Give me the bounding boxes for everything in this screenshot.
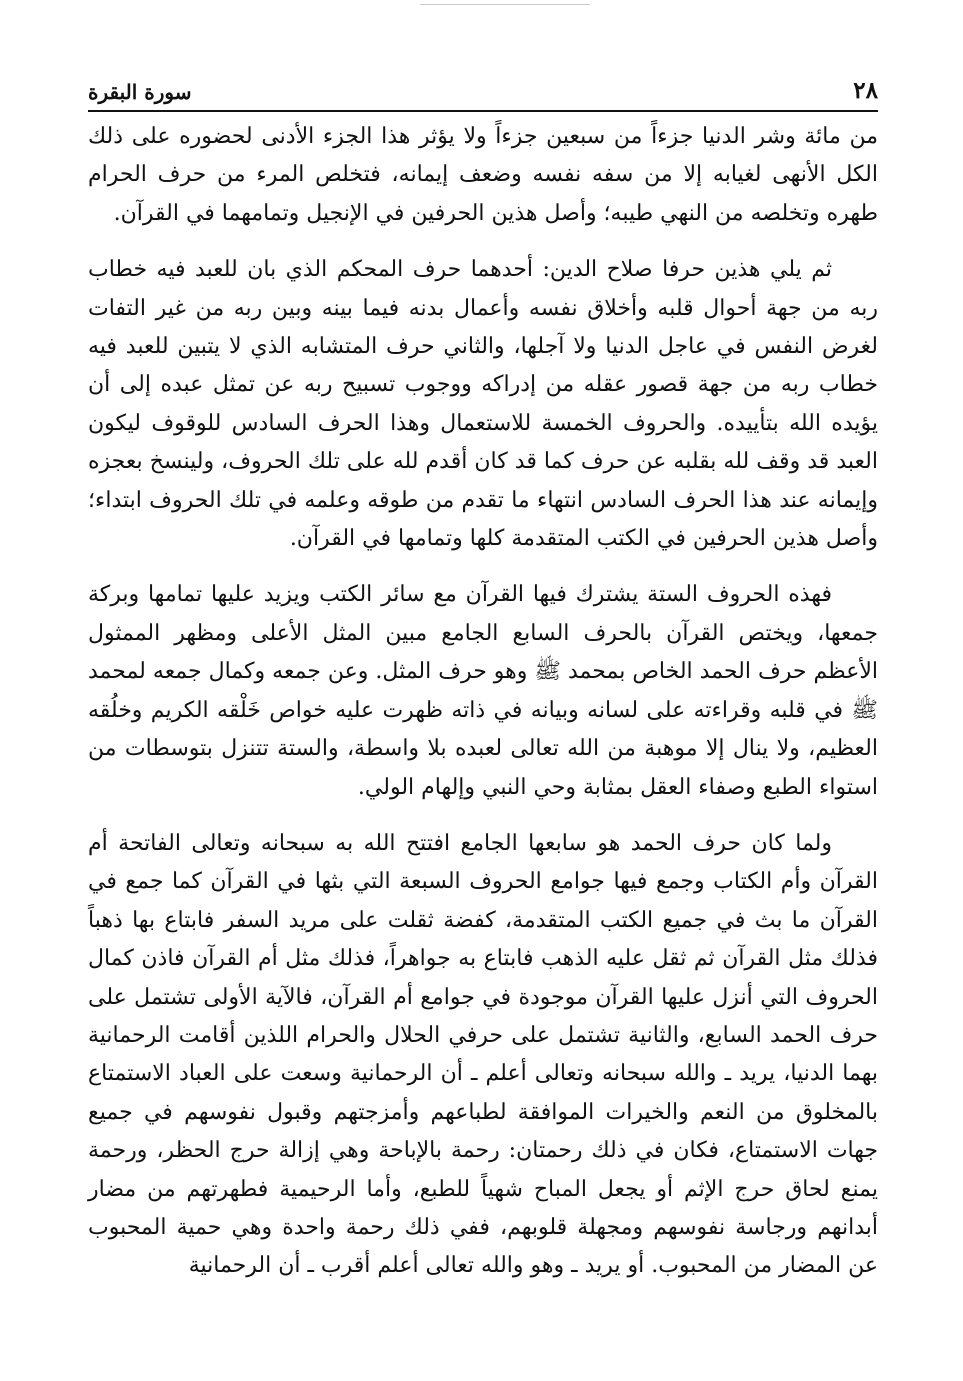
page-number: ٢٨ xyxy=(853,77,878,104)
running-title: سورة البقرة xyxy=(88,80,192,104)
paragraph-1: من مائة وشر الدنيا جزءاً من سبعين جزءاً ولا يؤثر هذا الجزء الأدنى لحضوره على ذلك الكل الأنهى لغيابه إلا من سفه نفسه وضعف إيمانه، فتخلص المرء من حرف الحرام طهره وتخلصه من النهي طيبه؛ وأصل هذين الحرفين في الإنجيل وتمامهما في القرآن. xyxy=(88,124,878,226)
page-body xyxy=(88,118,878,1304)
paragraph-2: ثم يلي هذين حرفا صلاح الدين: أحدهما حرف المحكم الذي بان للعبد فيه خطاب ربه من جهة أحوال قلبه وأخلاق نفسه وأعمال بدنه فيما بينه وبين ربه من غير التفات لغرض النفس في عاجل الدنيا ولا آجلها، والثاني حرف المتشابه الذي لا يتبين للعبد فيه خطاب ربه من جهة قصور عقله من إدراكه ووجوب تسبيح ربه عن تمثل عبده إلى أن يؤيده الله بتأييده. والحروف الخمسة للاستعمال وهذا الحرف السادس للوقوف ليكون العبد قد وقف لله بقلبه عن حرف كما قد كان أقدم لله على تلك الحروف، ولينسخ بعجزه وإيمانه عند هذا الحرف السادس انتهاء ما تقدم من طوقه وعلمه في تلك الحروف ابتداء؛ وأصل هذين الحرفين في الكتب المتقدمة كلها وتمامها في القرآن. xyxy=(88,257,878,552)
top-scan-rule xyxy=(420,4,590,5)
paragraph-4: ولما كان حرف الحمد هو سابعها الجامع افتتح الله به سبحانه وتعالى الفاتحة أم القرآن وأم الكتاب وجمع فيها جوامع الحروف السبعة التي بثها في القرآن كما جمع في القرآن ما بث في جميع الكتب المتقدمة، كفضة ثقلت على مريد السفر فابتاع بها ذهباً فذلك مثل القرآن ثم ثقل عليه الذهب فابتاع به جواهراً، فذلك مثل أم القرآن فاذن كمال الحروف التي أنزل عليها القرآن موجودة في جوامع أم القرآن، فالآية الأولى تشتمل على حرف الحمد السابع، والثانية تشتمل على حرفي الحلال والحرام اللذين أقامت الرحمانية بهما الدنيا، يريد ـ والله سبحانه وتعالى أعلم ـ أن الرحمانية وسعت على العباد الاستمتاع بالمخلوق من النعم والخيرات الموافقة لطباعهم وأمزجتهم وقبول نفوسهم في جميع جهات الاستمتاع، فكان في ذلك رحمتان: رحمة بالإباحة وهي إزالة حرج الحظر، ورحمة يمنع لحاق حرج الإثم أو يجعل المباح شهياً للطبع، وأما الرحيمية فطهرتهم من مضار أبدانهم ورجاسة نفوسهم ومجهلة قلوبهم، ففي ذلك رحمة واحدة وهي حمية المحبوب عن المضار من المحبوب. أو يريد ـ وهو والله تعالى أعلم أقرب ـ أن الرحمانية xyxy=(88,830,878,1279)
page-header xyxy=(88,68,878,112)
paragraph-3: فهذه الحروف الستة يشترك فيها القرآن مع سائر الكتب ويزيد عليها تمامها وبركة جمعها، ويختص القرآن بالحرف السابع الجامع مبين المثل الأعلى ومظهر الممثول الأعظم حرف الحمد الخاص بمحمد ﷺ وهو حرف المثل. وعن جمعه وكمال جمعه لمحمد ﷺ في قلبه وقراءته على لسانه وبيانه في ذاته ظهرت عليه خواص خَلْقه الكريم وخلُقه العظيم، ولا ينال إلا موهبة من الله تعالى لعبده بلا واسطة، والستة تتنزل بتوسطات من استواء الطبع وصفاء العقل بمثابة وحي النبي وإلهام الولي. xyxy=(88,582,878,800)
